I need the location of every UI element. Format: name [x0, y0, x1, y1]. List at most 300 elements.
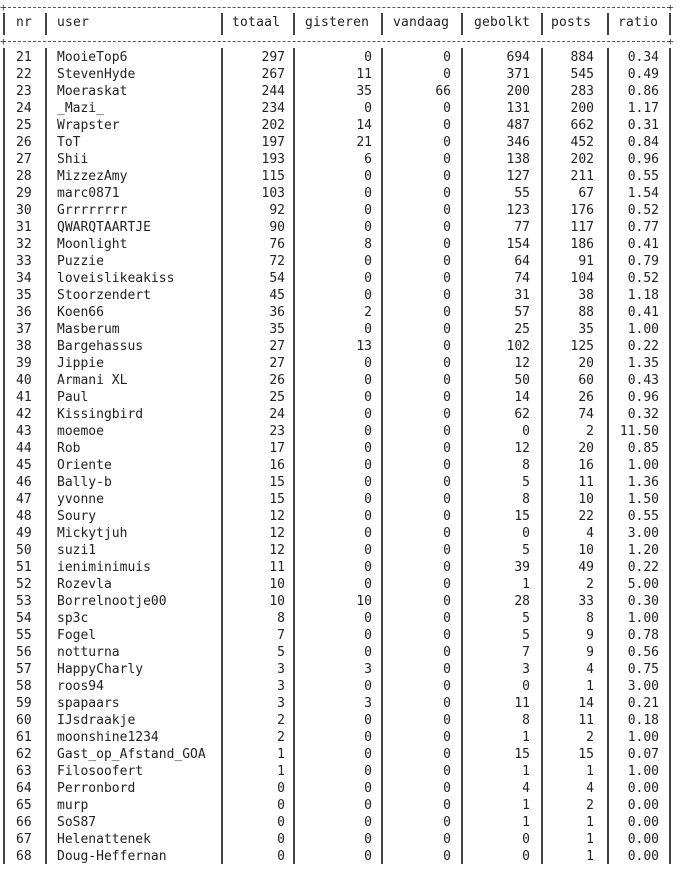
cell-gisteren: 0: [364, 458, 372, 473]
cell-posts: 91: [578, 254, 594, 269]
cell-user: moemoe: [57, 424, 104, 439]
cell-user: MooieTop6: [57, 50, 128, 65]
border-corner-plus: +: [0, 1, 7, 14]
cell-totaal: 244: [261, 84, 285, 99]
cell-gisteren: 0: [364, 781, 372, 796]
cell-gisteren: 13: [356, 339, 372, 354]
cell-posts: 104: [570, 271, 594, 286]
cell-vandaag: 0: [443, 254, 451, 269]
cell-ratio: 0.00: [627, 815, 659, 830]
cell-nr: 39: [16, 356, 32, 371]
cell-user: Doug-Heffernan: [57, 849, 167, 864]
cell-nr: 33: [16, 254, 32, 269]
cell-gebolkt: 8: [522, 458, 530, 473]
cell-ratio: 1.35: [627, 356, 659, 371]
cell-gebolkt: 15: [514, 747, 530, 762]
cell-ratio: 0.84: [627, 135, 659, 150]
cell-gebolkt: 39: [514, 560, 530, 575]
cell-user: Moeraskat: [57, 84, 128, 99]
cell-totaal: 0: [277, 849, 285, 864]
cell-vandaag: 66: [435, 84, 451, 99]
cell-gebolkt: 102: [506, 339, 530, 354]
cell-gebolkt: 25: [514, 322, 530, 337]
cell-ratio: 0.85: [627, 441, 659, 456]
cell-nr: 53: [16, 594, 32, 609]
cell-posts: 2: [586, 798, 594, 813]
cell-totaal: 297: [261, 50, 285, 65]
cell-nr: 29: [16, 186, 32, 201]
cell-gisteren: 0: [364, 543, 372, 558]
cell-user: Masberum: [57, 322, 120, 337]
cell-gisteren: 2: [364, 305, 372, 320]
cell-nr: 44: [16, 441, 32, 456]
cell-gebolkt: 28: [514, 594, 530, 609]
cell-posts: 35: [578, 322, 594, 337]
cell-ratio: 0.79: [627, 254, 659, 269]
cell-ratio: 1.00: [627, 322, 659, 337]
cell-ratio: 0.43: [627, 373, 659, 388]
cell-posts: 11: [578, 475, 594, 490]
column-header-posts[interactable]: posts: [551, 15, 592, 30]
cell-user: spapaars: [57, 696, 120, 711]
cell-gebolkt: 1: [522, 815, 530, 830]
cell-ratio: 3.00: [627, 526, 659, 541]
cell-user: MizzezAmy: [57, 169, 128, 184]
cell-vandaag: 0: [443, 764, 451, 779]
cell-ratio: 0.32: [627, 407, 659, 422]
cell-nr: 30: [16, 203, 32, 218]
cell-totaal: 10: [269, 577, 285, 592]
cell-user: _Mazi_: [57, 101, 104, 116]
cell-gisteren: 6: [364, 152, 372, 167]
cell-ratio: 1.00: [627, 458, 659, 473]
cell-user: IJsdraakje: [57, 713, 136, 728]
cell-vandaag: 0: [443, 832, 451, 847]
cell-gebolkt: 0: [522, 849, 530, 864]
cell-vandaag: 0: [443, 237, 451, 252]
cell-ratio: 0.52: [627, 271, 659, 286]
cell-user: marc0871: [57, 186, 120, 201]
cell-gisteren: 0: [364, 798, 372, 813]
cell-totaal: 12: [269, 543, 285, 558]
cell-gisteren: 21: [356, 135, 372, 150]
cell-posts: 38: [578, 288, 594, 303]
cell-gebolkt: 1: [522, 764, 530, 779]
cell-user: Mickytjuh: [57, 526, 128, 541]
cell-gisteren: 0: [364, 220, 372, 235]
cell-gisteren: 0: [364, 492, 372, 507]
cell-nr: 49: [16, 526, 32, 541]
column-separator: [221, 13, 223, 35]
cell-vandaag: 0: [443, 67, 451, 82]
cell-gebolkt: 0: [522, 526, 530, 541]
cell-gebolkt: 5: [522, 628, 530, 643]
cell-nr: 28: [16, 169, 32, 184]
cell-ratio: 0.00: [627, 849, 659, 864]
cell-nr: 38: [16, 339, 32, 354]
cell-gisteren: 0: [364, 764, 372, 779]
cell-gisteren: 0: [364, 288, 372, 303]
cell-totaal: 45: [269, 288, 285, 303]
cell-ratio: 0.21: [627, 696, 659, 711]
cell-gebolkt: 12: [514, 356, 530, 371]
cell-totaal: 15: [269, 492, 285, 507]
cell-ratio: 1.00: [627, 764, 659, 779]
cell-user: StevenHyde: [57, 67, 136, 82]
cell-posts: 117: [570, 220, 594, 235]
cell-posts: 10: [578, 492, 594, 507]
cell-totaal: 3: [277, 662, 285, 677]
cell-vandaag: 0: [443, 322, 451, 337]
cell-posts: 2: [586, 424, 594, 439]
column-header-vandaag[interactable]: vandaag: [393, 15, 450, 30]
cell-posts: 4: [586, 526, 594, 541]
cell-gisteren: 0: [364, 322, 372, 337]
cell-gebolkt: 8: [522, 713, 530, 728]
cell-nr: 65: [16, 798, 32, 813]
cell-nr: 59: [16, 696, 32, 711]
cell-gebolkt: 3: [522, 662, 530, 677]
cell-posts: 662: [570, 118, 594, 133]
cell-vandaag: 0: [443, 101, 451, 116]
cell-totaal: 3: [277, 696, 285, 711]
cell-vandaag: 0: [443, 594, 451, 609]
cell-totaal: 76: [269, 237, 285, 252]
cell-totaal: 8: [277, 611, 285, 626]
cell-totaal: 234: [261, 101, 285, 116]
cell-user: Filosoofert: [57, 764, 144, 779]
cell-totaal: 54: [269, 271, 285, 286]
cell-gebolkt: 0: [522, 424, 530, 439]
cell-nr: 52: [16, 577, 32, 592]
cell-ratio: 0.86: [627, 84, 659, 99]
cell-nr: 47: [16, 492, 32, 507]
cell-gebolkt: 0: [522, 679, 530, 694]
cell-posts: 9: [586, 628, 594, 643]
cell-gisteren: 35: [356, 84, 372, 99]
cell-totaal: 12: [269, 509, 285, 524]
cell-nr: 64: [16, 781, 32, 796]
cell-vandaag: 0: [443, 152, 451, 167]
cell-posts: 49: [578, 560, 594, 575]
cell-gisteren: 0: [364, 679, 372, 694]
cell-gisteren: 0: [364, 747, 372, 762]
cell-ratio: 5.00: [627, 577, 659, 592]
cell-ratio: 0.75: [627, 662, 659, 677]
cell-vandaag: 0: [443, 662, 451, 677]
cell-vandaag: 0: [443, 577, 451, 592]
cell-posts: 452: [570, 135, 594, 150]
cell-nr: 63: [16, 764, 32, 779]
cell-gisteren: 0: [364, 441, 372, 456]
column-header-nr[interactable]: nr: [16, 15, 33, 30]
cell-totaal: 1: [277, 764, 285, 779]
cell-user: Moonlight: [57, 237, 128, 252]
cell-user: yvonne: [57, 492, 104, 507]
cell-posts: 1: [586, 764, 594, 779]
cell-vandaag: 0: [443, 356, 451, 371]
column-header-user[interactable]: user: [57, 15, 90, 30]
cell-totaal: 115: [261, 169, 285, 184]
cell-posts: 74: [578, 407, 594, 422]
cell-gebolkt: 131: [506, 101, 530, 116]
cell-user: Grrrrrrrr: [57, 203, 128, 218]
cell-totaal: 0: [277, 832, 285, 847]
cell-posts: 1: [586, 815, 594, 830]
cell-vandaag: 0: [443, 730, 451, 745]
cell-user: Soury: [57, 509, 97, 524]
cell-posts: 16: [578, 458, 594, 473]
cell-nr: 31: [16, 220, 32, 235]
cell-posts: 8: [586, 611, 594, 626]
cell-user: Shii: [57, 152, 89, 167]
column-header-gisteren[interactable]: gisteren: [305, 15, 370, 30]
cell-gebolkt: 487: [506, 118, 530, 133]
cell-nr: 43: [16, 424, 32, 439]
cell-gebolkt: 1: [522, 577, 530, 592]
cell-gebolkt: 5: [522, 543, 530, 558]
cell-nr: 21: [16, 50, 32, 65]
cell-vandaag: 0: [443, 611, 451, 626]
cell-vandaag: 0: [443, 679, 451, 694]
cell-gisteren: 0: [364, 101, 372, 116]
cell-gebolkt: 346: [506, 135, 530, 150]
cell-nr: 68: [16, 849, 32, 864]
cell-totaal: 11: [269, 560, 285, 575]
cell-vandaag: 0: [443, 509, 451, 524]
cell-gisteren: 0: [364, 186, 372, 201]
cell-nr: 66: [16, 815, 32, 830]
cell-gebolkt: 138: [506, 152, 530, 167]
cell-vandaag: 0: [443, 203, 451, 218]
cell-user: notturna: [57, 645, 120, 660]
cell-posts: 9: [586, 645, 594, 660]
cell-totaal: 197: [261, 135, 285, 150]
cell-posts: 200: [570, 101, 594, 116]
cell-ratio: 0.31: [627, 118, 659, 133]
cell-gebolkt: 12: [514, 441, 530, 456]
cell-vandaag: 0: [443, 186, 451, 201]
cell-user: moonshine1234: [57, 730, 159, 745]
header-bottom-border: [3, 41, 670, 43]
cell-totaal: 15: [269, 475, 285, 490]
cell-ratio: 0.30: [627, 594, 659, 609]
cell-posts: 26: [578, 390, 594, 405]
cell-gebolkt: 371: [506, 67, 530, 82]
cell-vandaag: 0: [443, 169, 451, 184]
cell-nr: 41: [16, 390, 32, 405]
cell-posts: 4: [586, 781, 594, 796]
cell-posts: 1: [586, 849, 594, 864]
cell-vandaag: 0: [443, 543, 451, 558]
cell-ratio: 0.55: [627, 509, 659, 524]
cell-totaal: 26: [269, 373, 285, 388]
cell-gebolkt: 64: [514, 254, 530, 269]
cell-gisteren: 0: [364, 475, 372, 490]
cell-ratio: 0.00: [627, 798, 659, 813]
cell-gisteren: 0: [364, 832, 372, 847]
cell-vandaag: 0: [443, 373, 451, 388]
cell-posts: 67: [578, 186, 594, 201]
cell-totaal: 267: [261, 67, 285, 82]
cell-gisteren: 0: [364, 730, 372, 745]
cell-nr: 48: [16, 509, 32, 524]
cell-vandaag: 0: [443, 526, 451, 541]
cell-totaal: 23: [269, 424, 285, 439]
cell-vandaag: 0: [443, 135, 451, 150]
cell-totaal: 7: [277, 628, 285, 643]
cell-totaal: 16: [269, 458, 285, 473]
border-corner-plus: +: [0, 35, 7, 48]
cell-vandaag: 0: [443, 441, 451, 456]
cell-nr: 45: [16, 458, 32, 473]
cell-user: HappyCharly: [57, 662, 144, 677]
cell-nr: 22: [16, 67, 32, 82]
cell-gisteren: 11: [356, 67, 372, 82]
cell-vandaag: 0: [443, 747, 451, 762]
cell-user: Koen66: [57, 305, 104, 320]
cell-nr: 36: [16, 305, 32, 320]
cell-ratio: 1.20: [627, 543, 659, 558]
cell-user: Armani XL: [57, 373, 128, 388]
cell-posts: 15: [578, 747, 594, 762]
cell-user: Perronbord: [57, 781, 136, 796]
cell-user: suzi1: [57, 543, 97, 558]
cell-gebolkt: 55: [514, 186, 530, 201]
cell-user: Puzzie: [57, 254, 104, 269]
cell-vandaag: 0: [443, 713, 451, 728]
cell-gebolkt: 0: [522, 832, 530, 847]
cell-nr: 32: [16, 237, 32, 252]
cell-nr: 50: [16, 543, 32, 558]
cell-gisteren: 0: [364, 50, 372, 65]
cell-ratio: 0.18: [627, 713, 659, 728]
cell-posts: 60: [578, 373, 594, 388]
cell-totaal: 17: [269, 441, 285, 456]
cell-gebolkt: 694: [506, 50, 530, 65]
border-corner-plus: +: [667, 35, 674, 48]
cell-posts: 545: [570, 67, 594, 82]
cell-vandaag: 0: [443, 696, 451, 711]
cell-gisteren: 0: [364, 169, 372, 184]
cell-gebolkt: 31: [514, 288, 530, 303]
cell-vandaag: 0: [443, 798, 451, 813]
cell-gebolkt: 15: [514, 509, 530, 524]
cell-ratio: 0.78: [627, 628, 659, 643]
cell-user: Helenattenek: [57, 832, 151, 847]
cell-gebolkt: 1: [522, 730, 530, 745]
cell-gisteren: 3: [364, 696, 372, 711]
cell-totaal: 27: [269, 356, 285, 371]
column-header-gebolkt[interactable]: gebolkt: [474, 15, 531, 30]
cell-nr: 55: [16, 628, 32, 643]
cell-gisteren: 8: [364, 237, 372, 252]
cell-vandaag: 0: [443, 390, 451, 405]
cell-gisteren: 14: [356, 118, 372, 133]
cell-totaal: 35: [269, 322, 285, 337]
cell-ratio: 0.41: [627, 237, 659, 252]
cell-totaal: 92: [269, 203, 285, 218]
cell-user: Rozevla: [57, 577, 112, 592]
cell-nr: 60: [16, 713, 32, 728]
cell-vandaag: 0: [443, 305, 451, 320]
cell-ratio: 1.17: [627, 101, 659, 116]
cell-totaal: 103: [261, 186, 285, 201]
cell-gebolkt: 1: [522, 798, 530, 813]
cell-user: Jippie: [57, 356, 104, 371]
cell-vandaag: 0: [443, 815, 451, 830]
cell-gebolkt: 74: [514, 271, 530, 286]
cell-posts: 88: [578, 305, 594, 320]
cell-totaal: 27: [269, 339, 285, 354]
cell-user: SoS87: [57, 815, 97, 830]
cell-nr: 27: [16, 152, 32, 167]
cell-user: Bargehassus: [57, 339, 144, 354]
cell-gisteren: 0: [364, 560, 372, 575]
cell-posts: 20: [578, 356, 594, 371]
cell-totaal: 25: [269, 390, 285, 405]
cell-ratio: 1.18: [627, 288, 659, 303]
cell-posts: 20: [578, 441, 594, 456]
cell-ratio: 0.49: [627, 67, 659, 82]
cell-ratio: 0.00: [627, 832, 659, 847]
cell-ratio: 0.41: [627, 305, 659, 320]
cell-user: Kissingbird: [57, 407, 144, 422]
cell-nr: 61: [16, 730, 32, 745]
cell-gisteren: 0: [364, 645, 372, 660]
cell-nr: 67: [16, 832, 32, 847]
cell-ratio: 0.34: [627, 50, 659, 65]
cell-gisteren: 0: [364, 424, 372, 439]
cell-ratio: 0.96: [627, 390, 659, 405]
cell-vandaag: 0: [443, 560, 451, 575]
cell-gebolkt: 200: [506, 84, 530, 99]
cell-totaal: 193: [261, 152, 285, 167]
cell-gebolkt: 8: [522, 492, 530, 507]
cell-user: sp3c: [57, 611, 89, 626]
cell-posts: 186: [570, 237, 594, 252]
cell-vandaag: 0: [443, 849, 451, 864]
cell-gebolkt: 154: [506, 237, 530, 252]
cell-ratio: 11.50: [619, 424, 659, 439]
border-corner-plus: +: [667, 1, 674, 14]
cell-posts: 33: [578, 594, 594, 609]
column-header-ratio[interactable]: ratio: [618, 15, 659, 30]
cell-nr: 62: [16, 747, 32, 762]
cell-gebolkt: 50: [514, 373, 530, 388]
cell-nr: 35: [16, 288, 32, 303]
cell-totaal: 3: [277, 679, 285, 694]
cell-vandaag: 0: [443, 288, 451, 303]
cell-gebolkt: 14: [514, 390, 530, 405]
cell-nr: 46: [16, 475, 32, 490]
cell-gisteren: 0: [364, 577, 372, 592]
cell-ratio: 0.56: [627, 645, 659, 660]
cell-gisteren: 0: [364, 849, 372, 864]
column-header-totaal[interactable]: totaal: [232, 15, 281, 30]
cell-user: Borrelnootje00: [57, 594, 167, 609]
cell-ratio: 0.96: [627, 152, 659, 167]
cell-vandaag: 0: [443, 50, 451, 65]
cell-user: Oriente: [57, 458, 112, 473]
cell-gisteren: 0: [364, 509, 372, 524]
cell-user: Bally-b: [57, 475, 112, 490]
cell-nr: 56: [16, 645, 32, 660]
cell-nr: 51: [16, 560, 32, 575]
cell-totaal: 5: [277, 645, 285, 660]
cell-gisteren: 0: [364, 203, 372, 218]
cell-user: ieniminimuis: [57, 560, 151, 575]
